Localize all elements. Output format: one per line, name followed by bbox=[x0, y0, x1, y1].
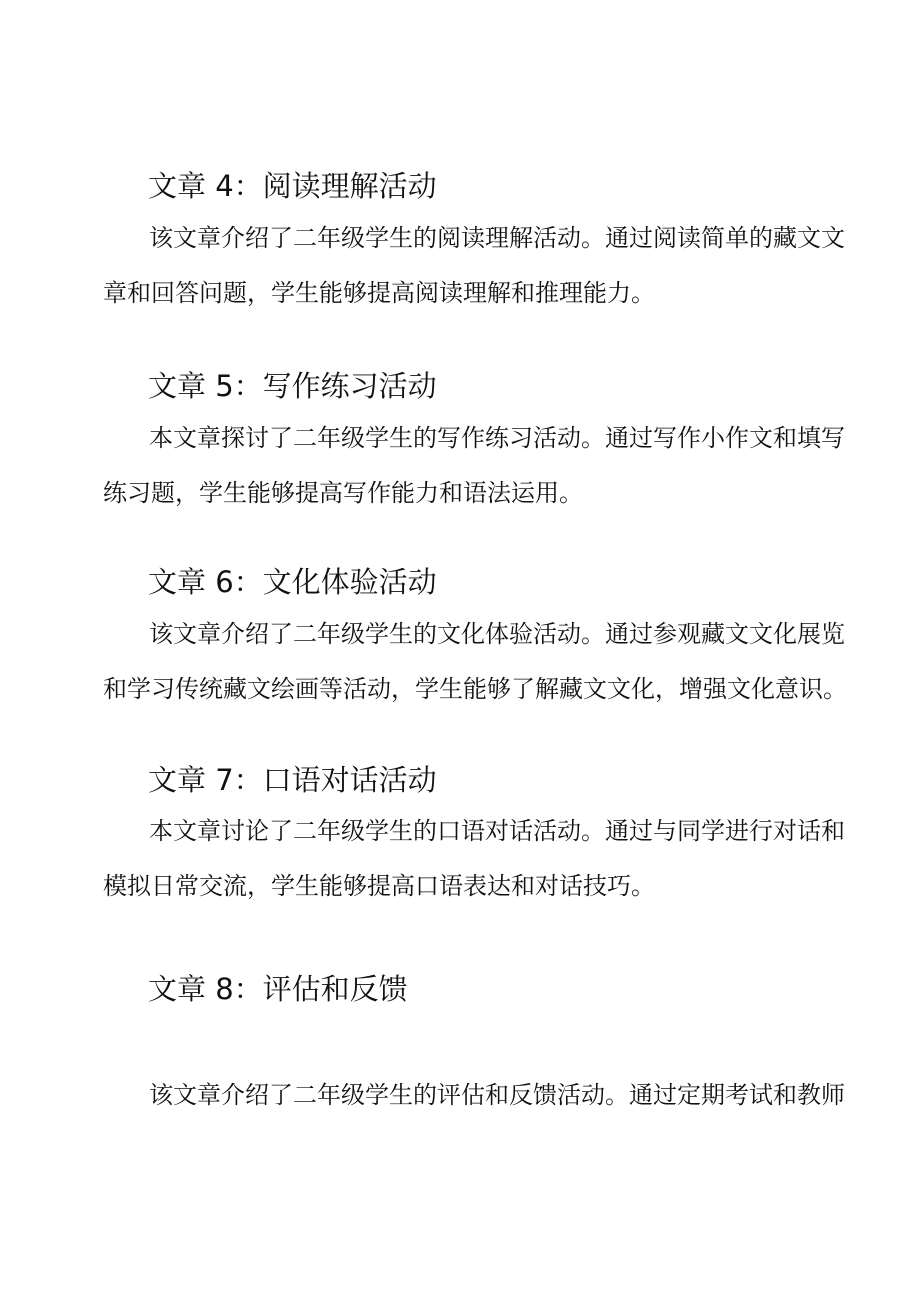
paragraph-line: 该文章介绍了二年级学生的文化体验活动。通过参观藏文文化展览 bbox=[149, 620, 845, 648]
section-paragraph-5 bbox=[103, 411, 845, 521]
paragraph-line: 该文章介绍了二年级学生的阅读理解活动。通过阅读简单的藏文文 bbox=[149, 224, 845, 252]
paragraph-line: 本文章讨论了二年级学生的口语对话活动。通过与同学进行对话和 bbox=[149, 817, 845, 845]
section-heading-6: 文章 6：文化体验活动 bbox=[148, 565, 437, 599]
paragraph-line: 本文章探讨了二年级学生的写作练习活动。通过写作小作文和填写 bbox=[149, 424, 845, 452]
section-paragraph-4 bbox=[103, 211, 845, 321]
section-heading-4: 文章 4：阅读理解活动 bbox=[148, 169, 437, 203]
section-paragraph-7 bbox=[103, 804, 845, 914]
paragraph-line: 该文章介绍了二年级学生的评估和反馈活动。通过定期考试和教师 bbox=[149, 1081, 845, 1109]
section-heading-5: 文章 5：写作练习活动 bbox=[148, 369, 437, 403]
paragraph-line: 章和回答问题，学生能够提高阅读理解和推理能力。 bbox=[103, 279, 655, 307]
section-heading-7: 文章 7：口语对话活动 bbox=[148, 763, 437, 797]
section-paragraph-6 bbox=[103, 607, 847, 717]
section-heading-8: 文章 8：评估和反馈 bbox=[148, 972, 408, 1006]
paragraph-line: 和学习传统藏文绘画等活动，学生能够了解藏文文化，增强文化意识。 bbox=[103, 675, 847, 703]
paragraph-line: 练习题，学生能够提高写作能力和语法运用。 bbox=[103, 479, 583, 507]
section-paragraph-8 bbox=[103, 1068, 845, 1123]
paragraph-line: 模拟日常交流，学生能够提高口语表达和对话技巧。 bbox=[103, 872, 655, 900]
